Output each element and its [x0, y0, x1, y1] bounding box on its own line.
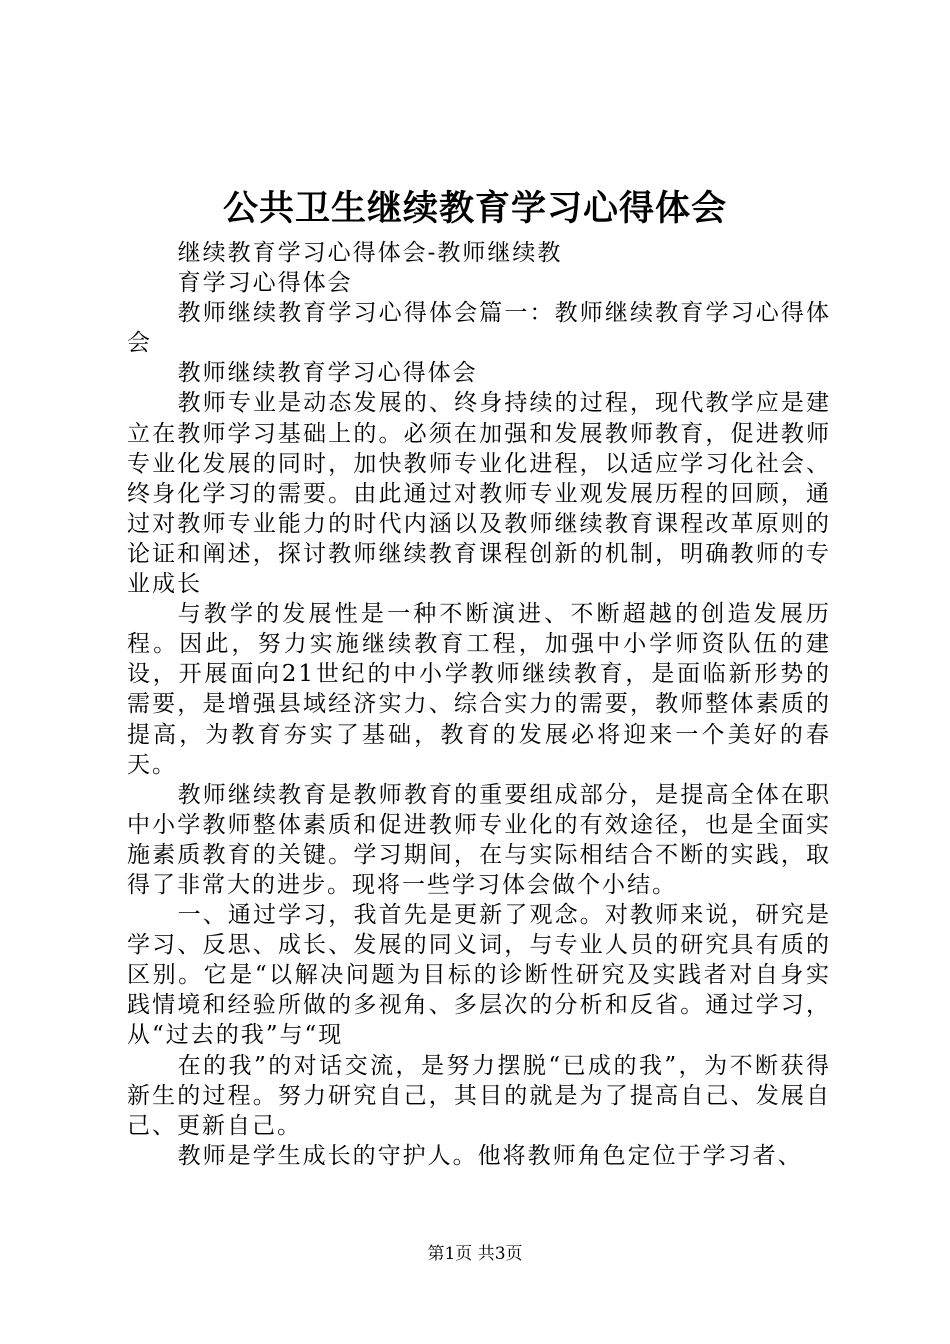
paragraph: 与教学的发展性是一种不断演进、不断超越的创造发展历程。因此，努力实施继续教育工程，加强中小学师资队伍的建设，开展面向21世纪的中小学教师继续教育，是面临新形势的需要，是增强县域经济实力、综合实力的需要，教师整体素质的提高，为教育夯实了基础，教育的发展必将迎来一个美好的春天。	[127, 601, 831, 778]
paragraph: 教师是学生成长的守护人。他将教师角色定位于学习者、	[177, 1142, 803, 1169]
paragraph: 继续教育学习心得体会-教师继续教	[177, 240, 563, 266]
document-body	[127, 238, 831, 1171]
document-title: 公共卫生继续教育学习心得体会	[222, 188, 727, 229]
paragraph: 一、通过学习，我首先是更新了观念。对教师来说，研究是学习、反思、成长、发展的同义词，与专业人员的研究具有质的区别。它是“以解决问题为目标的诊断性研究及实践者对自身实践情境和经验所做的多视角、多层次的分析和反省。通过学习，从“过去的我”与“现	[127, 902, 831, 1049]
page-number-footer: 第1页 共3页	[427, 1244, 523, 1264]
paragraph: 育学习心得体会	[177, 270, 353, 297]
paragraph: 教师继续教育学习心得体会	[177, 360, 478, 387]
paragraph: 在的我”的对话交流，是努力摆脱“已成的我”，为不断获得新生的过程。努力研究自己，其目的就是为了提高自己、发展自己、更新自己。	[127, 1052, 831, 1139]
paragraph: 教师专业是动态发展的、终身持续的过程，现代教学应是建立在教师学习基础上的。必须在加强和发展教师教育，促进教师专业化发展的同时，加快教师专业化进程，以适应学习化社会、终身化学习的需要。由此通过对教师专业观发展历程的回顾，通过对教师专业能力的时代内涵以及教师继续教育课程改革原则的论证和阐述，探讨教师继续教育课程创新的机制，明确教师的专业成长	[127, 390, 831, 598]
paragraph: 教师继续教育学习心得体会篇一：教师继续教育学习心得体会	[127, 300, 831, 357]
paragraph: 教师继续教育是教师教育的重要组成部分，是提高全体在职中小学教师整体素质和促进教师专业化的有效途径，也是全面实施素质教育的关键。学习期间，在与实际相结合不断的实践，取得了非常大的进步。现将一些学习体会做个小结。	[127, 781, 831, 898]
